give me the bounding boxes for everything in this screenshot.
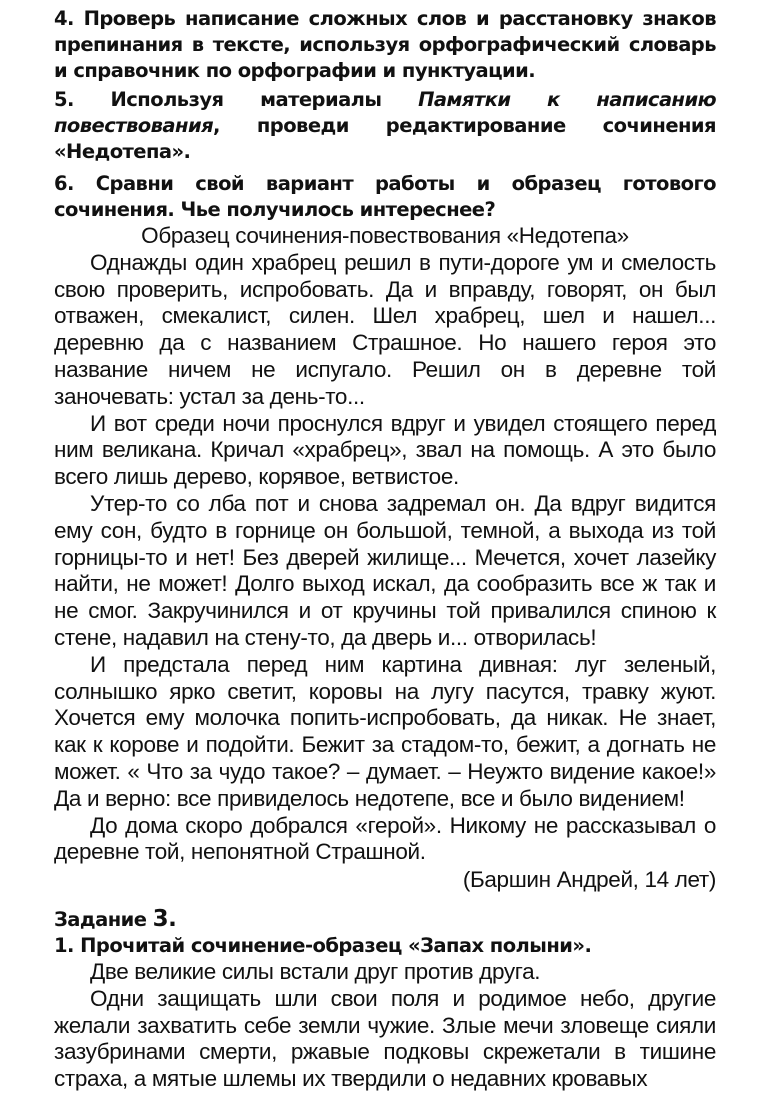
task-5-text-post: , проведи редактирование сочинения «Недотепа». bbox=[54, 114, 716, 163]
essay-author: (Баршин Андрей, 14 лет) bbox=[462, 867, 716, 893]
task-6 bbox=[54, 171, 716, 223]
essay-paragraph: До дома скоро добрался «герой». Никому не рассказывал о деревне той, непонятной Страшной. bbox=[54, 812, 716, 865]
task-5-number: 5. bbox=[54, 88, 74, 111]
assignment-task-1-text: Прочитай сочинение-образец «Запах полыни». bbox=[80, 933, 592, 957]
essay-title: Образец сочинения-повествования «Недотепа» bbox=[141, 223, 629, 248]
task-5 bbox=[54, 87, 716, 165]
task-6-text: Сравни свой вариант работы и образец готового сочинения. Чье получилось интереснее? bbox=[54, 172, 716, 221]
task-5-text-pre: Используя материалы bbox=[110, 88, 419, 111]
sample-essay bbox=[54, 959, 716, 1093]
assignment-label: Задание bbox=[54, 907, 153, 931]
essay-paragraph: Однажды один храбрец решил в пути-дороге ум и смелость свою проверить, испробовать. Да и вправду, говорят, он был отважен, смекалист, силен. Шел храбрец, шел и нашел... деревню да с названием Страшное. Но нашего героя это название ничем не испугало. Решил он в деревне той заночевать: устал за день-то... bbox=[54, 249, 716, 409]
sample-essay-paragraph: Две великие силы встали друг против друга. bbox=[90, 958, 541, 984]
task-4 bbox=[54, 6, 716, 84]
assignment-task-1-number: 1. bbox=[54, 933, 74, 957]
task-6-number: 6. bbox=[54, 172, 74, 195]
essay-paragraph: Утер-то со лба пот и снова задремал он. Да вдруг видится ему сон, будто в горнице он большой, темной, а выхода из той горницы-то и нет! Без дверей жилище... Мечется, хочет лазейку найти, не может! Долго выход искал, да сообразить все ж так и не смог. Закручинился и от кручины той привалился спиною к стене, надавил на стену-то, да дверь и... отворилась! bbox=[54, 490, 716, 650]
essay-paragraph: И вот среди ночи проснулся вдруг и увидел стоящего перед ним великана. Кричал «храбрец», звал на помощь. А это было всего лишь дерево, корявое, ветвистое. bbox=[54, 410, 716, 490]
assignment-heading bbox=[54, 906, 716, 933]
essay-paragraph: И предстала перед ним картина дивная: луг зеленый, солнышко ярко светит, коровы на лугу пасутся, травку жуют. Хочется ему молочка попить-испробовать, да никак. Не знает, как к корове и подойти. Бежит за стадом-то, бежит, а догнать не может. « Что за чудо такое? – думает. – Неужто видение какое!» Да и верно: все привиделось недотепе, все и было видением! bbox=[54, 651, 716, 811]
task-4-text: Проверь написание сложных слов и расстановку знаков препинания в тексте, используя орфографический словарь и справочник по орфографии и пунктуации. bbox=[54, 7, 716, 82]
sample-essay-paragraph: Одни защищать шли свои поля и родимое небо, другие желали захватить себе земли чужие. Злые мечи зловеще сияли зазубринами смерти, ржавые подковы скрежетали в тишине страха, а мятые шлемы их твердили о недавних кровавых bbox=[54, 985, 716, 1092]
assignment-3 bbox=[54, 906, 716, 1093]
assignment-number: 3. bbox=[152, 905, 177, 932]
task-5-memo-reference: Памятки к написанию повествования bbox=[54, 88, 716, 137]
essay bbox=[54, 223, 716, 894]
assignment-task-1 bbox=[54, 933, 716, 959]
task-4-number: 4. bbox=[54, 7, 74, 30]
